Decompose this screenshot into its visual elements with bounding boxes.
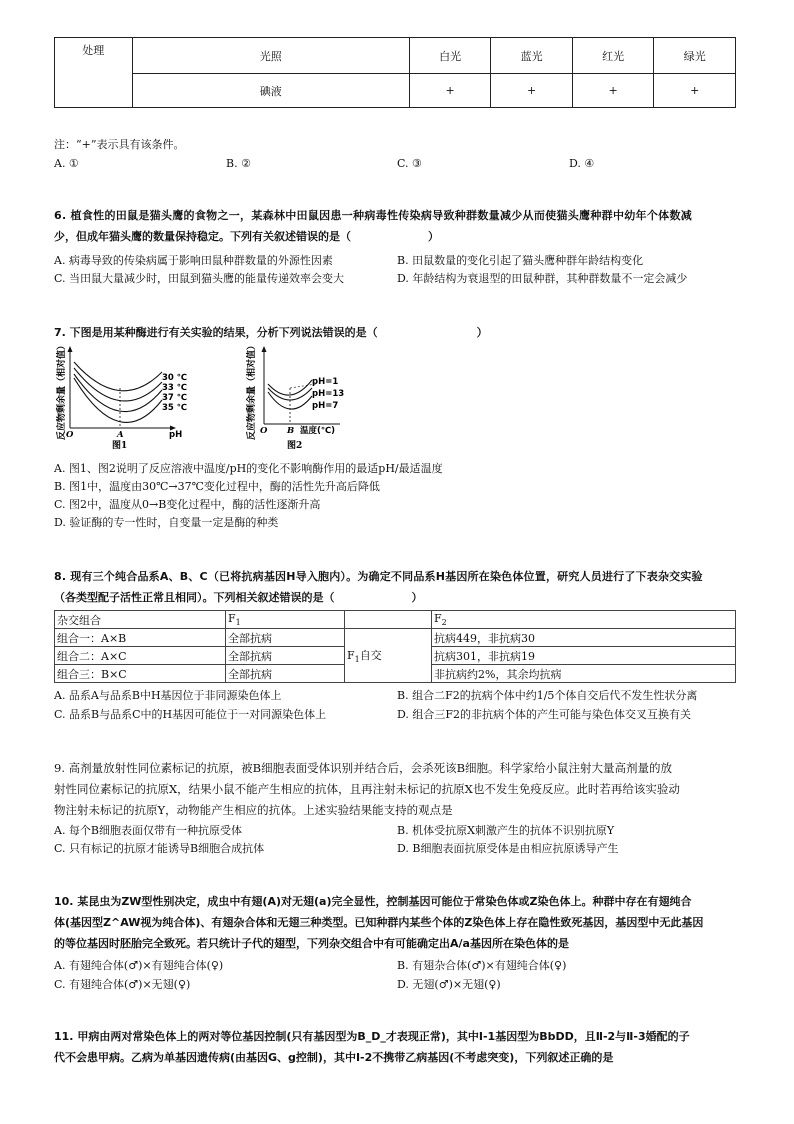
q7-option-c[interactable]: C. 图2中，温度从0→B变化过程中，酶的活性逐渐升高 <box>54 498 321 511</box>
fig2-label-ph1: pH=1 <box>312 377 339 387</box>
fig1-label-35: 35 ℃ <box>162 403 188 413</box>
figure-2 <box>245 341 344 451</box>
fig1-curve-30 <box>74 362 162 391</box>
fig2-label-ph13: pH=13 <box>312 389 345 399</box>
cross-row3-combo: 组合三：B×C <box>55 665 226 683</box>
fig2-origin: O <box>260 426 268 436</box>
q10-option-b[interactable]: B. 有翅杂合体(♂)×有翅纯合体(♀) <box>397 959 567 972</box>
q9-stem-line1: 9. 高剂量放射性同位素标记的抗原，被B细胞表面受体识别并结合后，会杀死该B细胞。科学家给小鼠注射大量高剂量的放 <box>54 761 673 775</box>
fig1-curve-33 <box>74 368 162 401</box>
q6-option-c[interactable]: C. 当田鼠大量减少时，田鼠到猫头鹰的能量传递效率会变大 <box>54 272 345 285</box>
cross-head-f1: $F_1$ <box>226 611 345 629</box>
cross-row1-f2: 抗病449，非抗病30 <box>432 629 736 647</box>
q8-stem-line1: 8. 现有三个纯合品系A、B、C（已将抗病基因H导入胞内）。为确定不同品系H基因所在染色体位置，研究人员进行了下表杂交实验 <box>54 570 703 583</box>
cross-row3-f1: 全部抗病 <box>226 665 345 683</box>
q9-option-a[interactable]: A. 每个B细胞表面仅带有一种抗原受体 <box>54 824 243 837</box>
fig2-ylabel: 反应物剩余量（相对值） <box>247 340 257 440</box>
cross-table <box>54 610 736 683</box>
q7-stem: 7. 下图是用某种酶进行有关实验的结果，分析下列说法错误的是（ ） <box>54 326 488 339</box>
q10-stem-line3: 的等位基因时胚胎完全致死。若只统计子代的翅型，下列杂交组合中有可能确定出A/a基因所在染色体的是 <box>54 937 569 950</box>
q5-option-a[interactable]: A. ① <box>54 157 79 170</box>
q7-figures <box>54 340 345 452</box>
q9-stem-line2: 射性同位素标记的抗原X，结果小鼠不能产生相应的抗体，且再注射未标记的抗原X也不发生免疫反应。此时若再给该实验动 <box>54 782 680 796</box>
q5-option-b[interactable]: B. ② <box>226 157 251 170</box>
q7-option-b[interactable]: B. 图1中，温度由30℃→37℃变化过程中，酶的活性先升高后降低 <box>54 480 380 493</box>
fig1-label-37: 37 ℃ <box>162 393 188 403</box>
q10-option-d[interactable]: D. 无翅(♂)×无翅(♀) <box>397 978 501 991</box>
fig1-xlabel: pH <box>169 430 183 440</box>
fig1-origin: O <box>66 430 74 440</box>
q9-option-c[interactable]: C. 只有标记的抗原才能诱导B细胞合成抗体 <box>54 842 265 855</box>
treatment-table <box>54 37 736 108</box>
fig1-label-33: 33 ℃ <box>162 383 188 393</box>
f1-self-cross: $F_1$自交 <box>345 629 432 683</box>
q6-option-d[interactable]: D. 年龄结构为衰退型的田鼠种群，其种群数量不一定会减少 <box>397 272 688 285</box>
q6-option-a[interactable]: A. 病毒导致的传染病属于影响田鼠种群数量的外源性因素 <box>54 254 333 267</box>
fig1-label-30: 30 ℃ <box>162 373 188 383</box>
cross-row1-combo: 组合一：A×B <box>55 629 226 647</box>
q10-option-c[interactable]: C. 有翅纯合体(♂)×无翅(♀) <box>54 978 191 991</box>
cross-head-combo: 杂交组合 <box>55 611 226 629</box>
iodine-mark: + <box>409 74 491 108</box>
iodine-mark: + <box>572 74 654 108</box>
q6-option-b[interactable]: B. 田鼠数量的变化引起了猫头鹰种群年龄结构变化 <box>397 254 644 267</box>
table-note: 注：“+”表示具有该条件。 <box>54 138 185 151</box>
iodine-mark: + <box>491 74 573 108</box>
cross-row3-f2: 非抗病约2%，其余均抗病 <box>432 665 736 683</box>
q8-option-c[interactable]: C. 品系B与品系C中的H基因可能位于一对同源染色体上 <box>54 708 327 721</box>
q10-stem-line2: 体(基因型Z^AW视为纯合体)、有翅杂合体和无翅三种类型。已知种群内某些个体的Z染色体上存在隐性致死基因，基因型中无此基因 <box>54 916 704 929</box>
q5-option-c[interactable]: C. ③ <box>397 157 422 170</box>
q9-stem-line3: 物注射未标记的抗原Y，动物能产生相应的抗体。上述实验结果能支持的观点是 <box>54 803 453 817</box>
fig1-caption: 图1 <box>112 441 128 451</box>
cross-row2-combo: 组合二：A×C <box>55 647 226 665</box>
fig2-label-ph7: pH=7 <box>312 401 339 411</box>
fig2-xlabel: 温度(℃) <box>300 426 336 436</box>
q10-stem-line1: 10. 某昆虫为ZW型性别决定，成虫中有翅(A)对无翅(a)完全显性，控制基因可能位于常染色体或Z染色体上。种群中存在有翅纯合 <box>54 895 692 908</box>
figure-1 <box>55 341 187 451</box>
light-label: 光照 <box>132 38 409 74</box>
cross-row2-f1: 全部抗病 <box>226 647 345 665</box>
q11-stem-line1: 11. 甲病由两对常染色体上的两对等位基因控制(只有基因型为B_D_才表现正常)，其中Ⅰ-1基因型为BbDD，且Ⅱ-2与Ⅱ-3婚配的子 <box>54 1030 690 1043</box>
q10-option-a[interactable]: A. 有翅纯合体(♂)×有翅纯合体(♀) <box>54 959 224 972</box>
fig2-tick-b: B <box>287 426 295 436</box>
q8-option-d[interactable]: D. 组合三F2的非抗病个体的产生可能与染色体交叉互换有关 <box>397 708 692 721</box>
light-white: 白光 <box>409 38 491 74</box>
light-blue: 蓝光 <box>491 38 573 74</box>
q7-option-a[interactable]: A. 图1、图2说明了反应溶液中温度/pH的变化不影响酶作用的最适pH/最适温度 <box>54 462 443 475</box>
q8-option-a[interactable]: A. 品系A与品系B中H基因位于非同源染色体上 <box>54 689 282 702</box>
q8-option-b[interactable]: B. 组合二F2的抗病个体中约1/5个体自交后代不发生性状分离 <box>397 689 698 702</box>
cross-row1-f1: 全部抗病 <box>226 629 345 647</box>
fig2-caption: 图2 <box>287 441 303 451</box>
cross-head-f2: $F_2$ <box>432 611 736 629</box>
q6-stem-line1: 6. 植食性的田鼠是猫头鹰的食物之一，某森林中田鼠因患一种病毒性传染病导致种群数量减少从而使猫头鹰种群中幼年个体数减 <box>54 209 693 222</box>
q8-stem-line2: （各类型配子活性正常且相同）。下列相关叙述错误的是（ ） <box>54 591 423 604</box>
light-green: 绿光 <box>654 38 736 74</box>
q9-option-b[interactable]: B. 机体受抗原X刺激产生的抗体不识别抗原Y <box>397 824 615 837</box>
fig1-tick-a: A <box>117 430 124 440</box>
fig1-ylabel: 反应物剩余量（相对值） <box>57 340 67 440</box>
q5-option-d[interactable]: D. ④ <box>569 157 595 170</box>
q6-stem-line2: 少，但成年猫头鹰的数量保持稳定。下列有关叙述错误的是（ ） <box>54 230 439 243</box>
q11-stem-line2: 代不会患甲病。乙病为单基因遗传病(由基因G、g控制)，其中Ⅰ-2不携带乙病基因(不考虑突变)，下列叙述正确的是 <box>54 1051 614 1064</box>
iodine-mark: + <box>654 74 736 108</box>
cross-row2-f2: 抗病301，非抗病19 <box>432 647 736 665</box>
q7-option-d[interactable]: D. 验证酶的专一性时，自变量一定是酶的种类 <box>54 516 279 529</box>
light-red: 红光 <box>572 38 654 74</box>
q9-option-d[interactable]: D. B细胞表面抗原受体是由相应抗原诱导产生 <box>397 842 619 855</box>
row-header: 处理 <box>55 38 133 108</box>
iodine-label: 碘液 <box>132 74 409 108</box>
